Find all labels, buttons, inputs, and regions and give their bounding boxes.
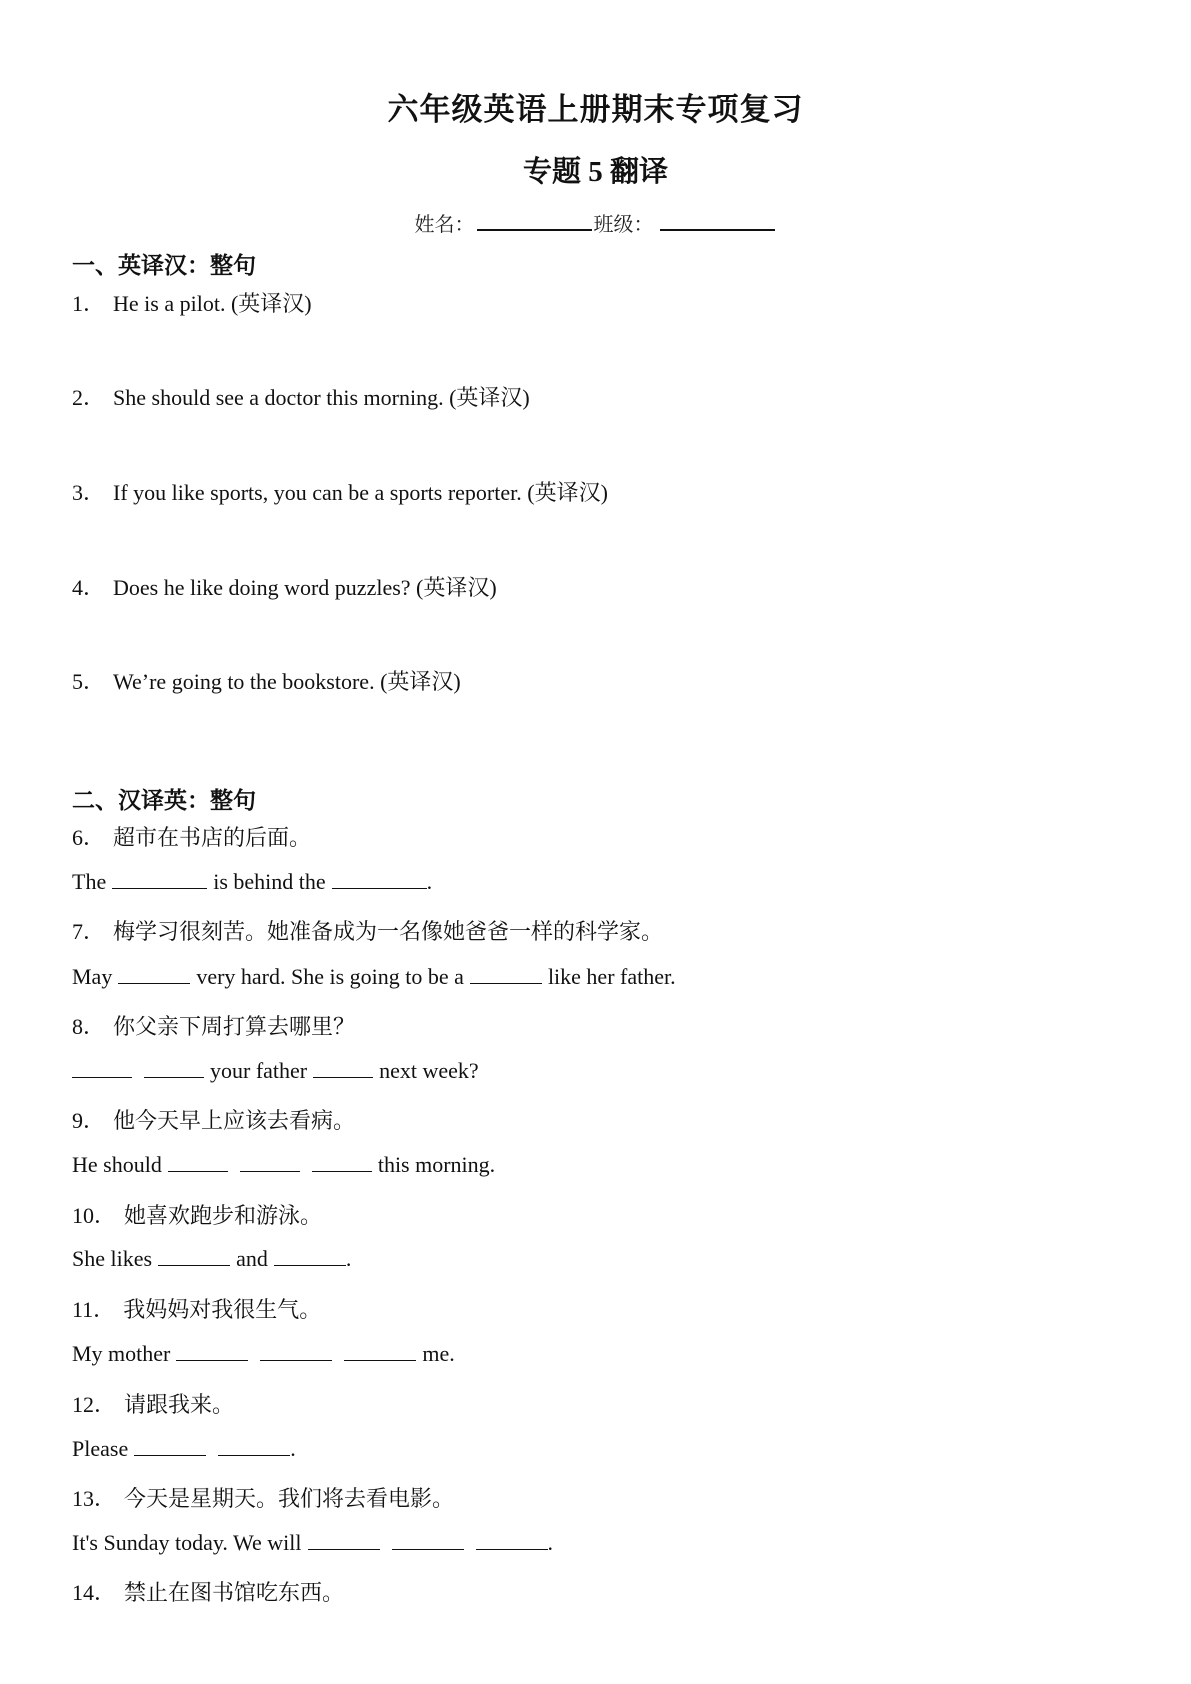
- fill-blank[interactable]: [134, 1437, 206, 1456]
- answer-line-8: [72, 1058, 479, 1084]
- answer-text: The: [72, 869, 107, 894]
- question-number: 11．: [72, 1297, 116, 1322]
- question-3: [72, 476, 608, 507]
- question-4: [72, 571, 497, 602]
- question-number: 1．: [72, 291, 106, 316]
- answer-text: .: [547, 1530, 554, 1555]
- answer-text: My mother: [72, 1341, 171, 1366]
- question-13: [72, 1482, 454, 1513]
- answer-line-6: [72, 869, 432, 895]
- question-number: 9．: [72, 1108, 106, 1133]
- page-title: 六年级英语上册期末专项复习: [387, 92, 804, 127]
- question-text: 她喜欢跑步和游泳。: [124, 1203, 323, 1228]
- fill-blank[interactable]: [118, 965, 190, 984]
- question-9: [72, 1104, 355, 1135]
- answer-line-12: [72, 1436, 296, 1462]
- section-header-cn-to-en: 二、汉译英：整句: [72, 788, 256, 813]
- fill-blank[interactable]: [476, 1531, 548, 1550]
- question-number: 5．: [72, 669, 106, 694]
- answer-line-9: [72, 1152, 495, 1178]
- fill-blank[interactable]: [260, 1342, 332, 1361]
- question-5: [72, 665, 461, 696]
- answer-text: your father: [210, 1058, 308, 1083]
- fill-blank[interactable]: [344, 1342, 416, 1361]
- answer-text: He should: [72, 1152, 162, 1177]
- question-text: 梅学习很刻苦。她准备成为一名像她爸爸一样的科学家。: [113, 919, 664, 944]
- answer-text: .: [290, 1436, 296, 1461]
- question-number: 10．: [72, 1203, 117, 1228]
- question-number: 8．: [72, 1014, 106, 1039]
- fill-blank[interactable]: [240, 1153, 300, 1172]
- question-number: 4．: [72, 575, 106, 600]
- answer-line-7: [72, 964, 676, 990]
- question-text: She should see a doctor this morning. (英译汉): [113, 385, 530, 410]
- answer-line-13: [72, 1530, 553, 1556]
- page-subtitle: 专题 5 翻译: [522, 156, 668, 188]
- fill-blank[interactable]: [312, 1153, 372, 1172]
- question-number: 3．: [72, 480, 106, 505]
- fill-blank[interactable]: [218, 1437, 290, 1456]
- answer-text: .: [426, 869, 433, 894]
- question-6: [72, 821, 311, 852]
- question-text: 禁止在图书馆吃东西。: [124, 1580, 345, 1605]
- fill-blank[interactable]: [176, 1342, 248, 1361]
- question-number: 14．: [72, 1580, 117, 1605]
- question-number: 2．: [72, 385, 106, 410]
- question-text: 请跟我来。: [124, 1392, 235, 1417]
- student-info-line: [0, 208, 1191, 237]
- question-number: 7．: [72, 919, 106, 944]
- answer-line-10: [72, 1246, 351, 1272]
- answer-text: It's Sunday today. We will: [72, 1530, 302, 1555]
- class-blank[interactable]: [660, 211, 775, 231]
- answer-text: this morning.: [377, 1152, 496, 1177]
- fill-blank[interactable]: [470, 965, 542, 984]
- question-text: We’re going to the bookstore. (英译汉): [113, 669, 461, 694]
- question-text: If you like sports, you can be a sports reporter. (英译汉): [113, 480, 608, 505]
- question-10: [72, 1199, 322, 1230]
- fill-blank[interactable]: [144, 1059, 204, 1078]
- fill-blank[interactable]: [392, 1531, 464, 1550]
- question-7: [72, 915, 663, 946]
- question-text: 他今天早上应该去看病。: [113, 1108, 356, 1133]
- question-12: [72, 1388, 234, 1419]
- answer-text: is behind the: [213, 869, 326, 894]
- question-text: Does he like doing word puzzles? (英译汉): [113, 575, 497, 600]
- answer-text: and: [236, 1246, 268, 1271]
- question-14: [72, 1576, 344, 1607]
- question-text: 超市在书店的后面。: [113, 825, 312, 850]
- fill-blank[interactable]: [313, 1059, 373, 1078]
- question-11: [72, 1293, 321, 1324]
- answer-text: like her father.: [547, 964, 676, 989]
- question-number: 13．: [72, 1486, 117, 1511]
- question-text: 我妈妈对我很生气。: [123, 1297, 322, 1322]
- question-number: 12．: [72, 1392, 117, 1417]
- class-label: 班级：: [593, 214, 654, 236]
- question-text: 今天是星期天。我们将去看电影。: [124, 1486, 455, 1511]
- fill-blank[interactable]: [72, 1059, 132, 1078]
- name-label: 姓名：: [414, 214, 475, 236]
- answer-text: me.: [422, 1341, 455, 1366]
- question-8: [72, 1010, 355, 1041]
- answer-text: very hard. She is going to be a: [196, 964, 464, 989]
- answer-text: Please: [72, 1436, 129, 1461]
- answer-line-11: [72, 1341, 455, 1367]
- answer-text: .: [345, 1246, 352, 1271]
- fill-blank[interactable]: [332, 870, 427, 889]
- question-text: He is a pilot. (英译汉): [113, 291, 312, 316]
- answer-text: next week?: [379, 1058, 479, 1083]
- section-header-en-to-cn: 一、英译汉：整句: [72, 253, 256, 278]
- fill-blank[interactable]: [274, 1247, 346, 1266]
- fill-blank[interactable]: [168, 1153, 228, 1172]
- answer-text: May: [72, 964, 113, 989]
- answer-text: She likes: [72, 1246, 153, 1271]
- fill-blank[interactable]: [158, 1247, 230, 1266]
- fill-blank[interactable]: [308, 1531, 380, 1550]
- name-blank[interactable]: [477, 211, 592, 231]
- question-text: 你父亲下周打算去哪里？: [113, 1014, 356, 1039]
- fill-blank[interactable]: [112, 870, 207, 889]
- question-number: 6．: [72, 825, 106, 850]
- question-1: [72, 287, 312, 318]
- question-2: [72, 381, 530, 412]
